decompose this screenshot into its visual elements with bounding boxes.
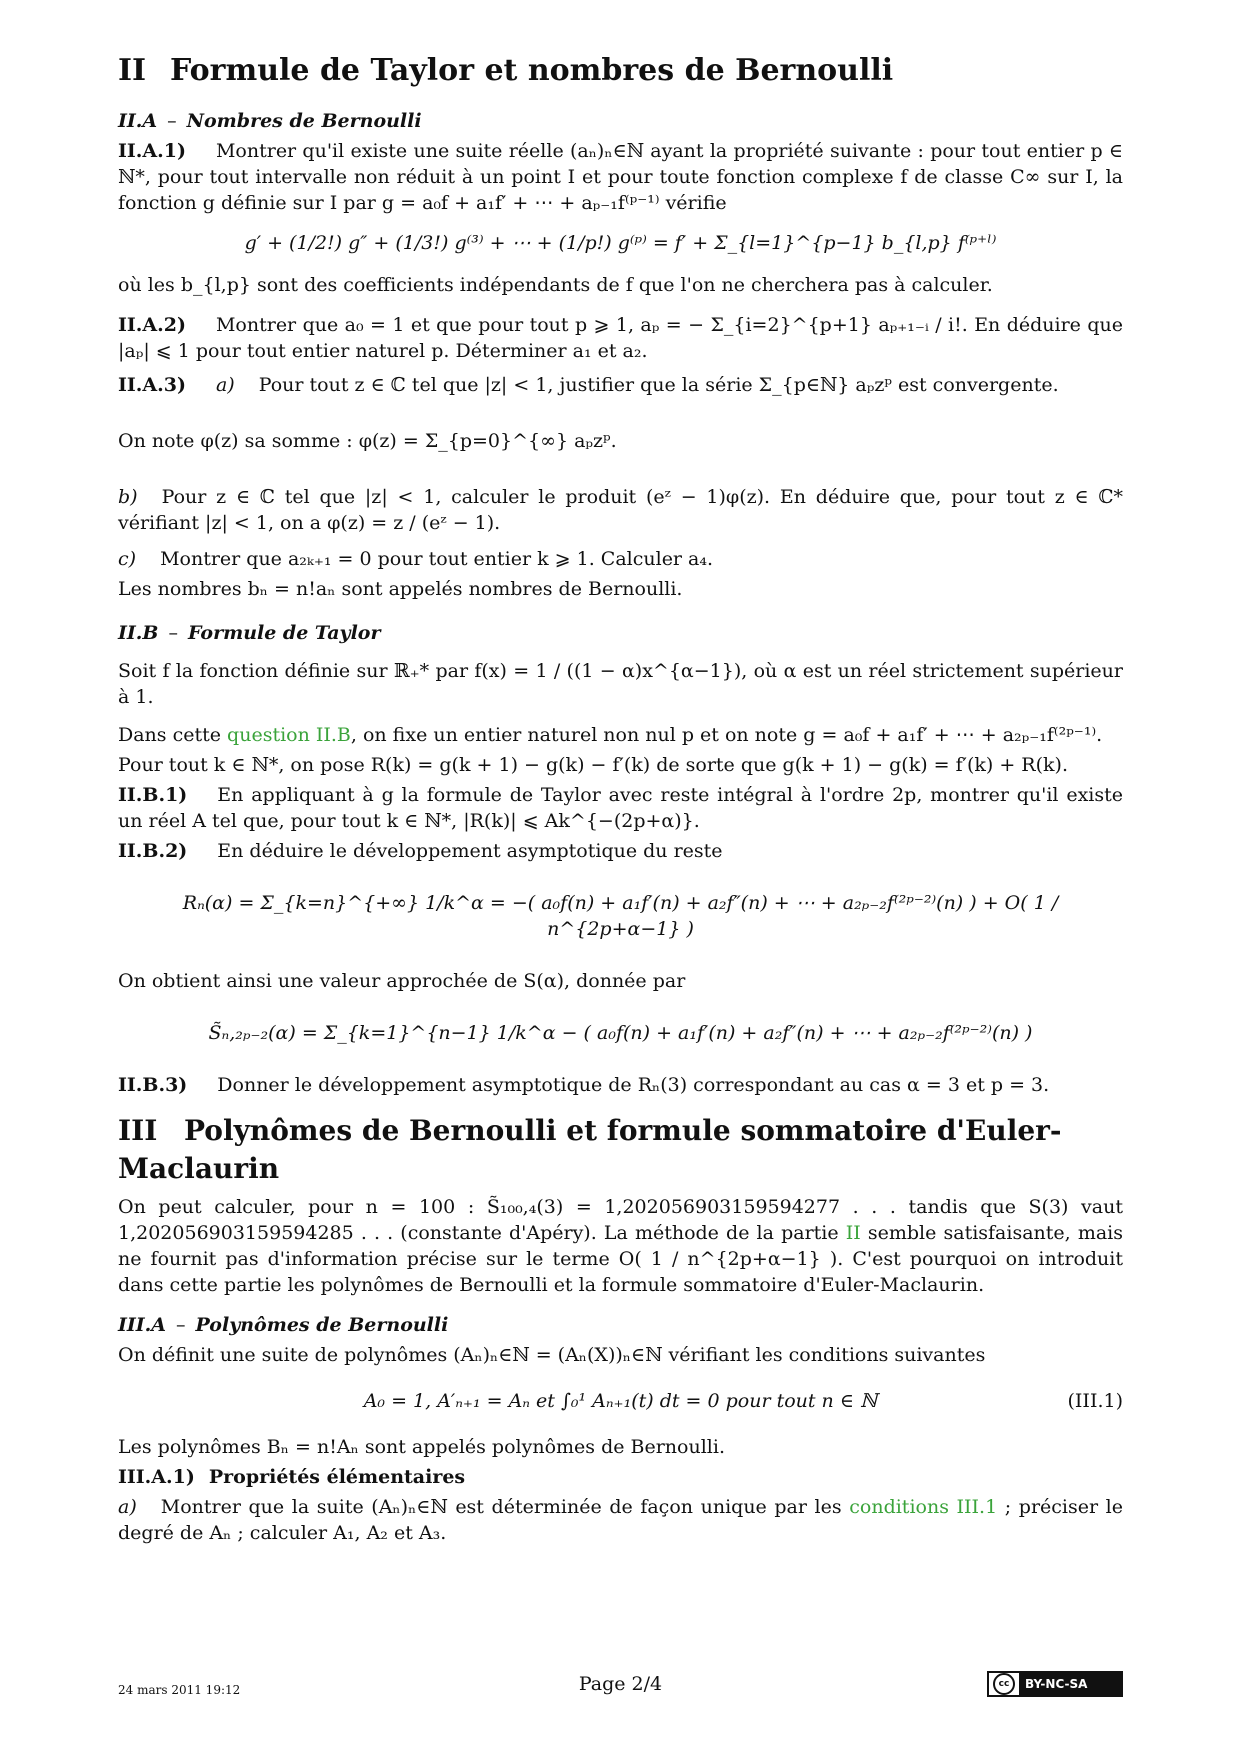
footer-date: 24 mars 2011 19:12 — [118, 1683, 241, 1697]
section-heading-iii: III Polynômes de Bernoulli et formule sommatoire d'Euler-Maclaurin — [118, 1114, 1062, 1185]
part-ii-link[interactable]: II — [845, 1222, 861, 1244]
license-text: BY-NC-SA — [1019, 1673, 1121, 1695]
subsection-heading-ii-b: II.B – Formule de Taylor — [118, 622, 381, 644]
question-ii-b-link[interactable]: question II.B — [227, 724, 351, 746]
section-heading-ii: II Formule de Taylor et nombres de Bernoulli — [118, 53, 894, 88]
equation-rn-alpha: Rₙ(α) = Σ_{k=n}^{+∞} 1/k^α = −( a₀f(n) + a₁f′(n) + a₂f″(n) + ⋯ + a₂ₚ₋₂f⁽²ᵖ⁻²⁾(n) ) + O( 1 / n^{2p+α−1} ) — [182, 892, 1059, 940]
paragraph-phi-def: On note φ(z) sa somme : φ(z) = Σ_{p=0}^{∞} aₚzᵖ. — [118, 430, 617, 452]
page-number: Page 2/4 — [578, 1673, 663, 1695]
creative-commons-icon: cc — [993, 1673, 1015, 1695]
paragraph-iii-intro: On peut calculer, pour n = 100 : S̃₁₀₀,₄(3) = 1,202056903159594277 . . . tandis que S(3) vaut 1,202056903159594285 . . . (constante d'Apéry). La méthode de la partie II semble satisfaisante, mais ne fournit pas d'information précise sur le terme O( 1 / n^{2p+α−1} ). C'est pourquoi on introduit dans cette partie les polynômes de Bernoulli et la formule sommatoire d'Euler-Maclaurin. — [118, 1196, 1123, 1296]
question-ii-a-3a: II.A.3) a) Pour tout z ∈ ℂ tel que |z| < 1, justifier que la série Σ_{p∈ℕ} aₚzᵖ est convergente. — [118, 374, 1059, 396]
equation-ii-a-1: g′ + (1/2!) g″ + (1/3!) g⁽³⁾ + ⋯ + (1/p!) g⁽ᵖ⁾ = f′ + Σ_{l=1}^{p−1} b_{l,p} f⁽ᵖ⁺ˡ⁾ — [244, 232, 997, 254]
equation-iii-1: A₀ = 1, A′ₙ₊₁ = Aₙ et ∫₀¹ Aₙ₊₁(t) dt = 0 pour tout n ∈ ℕ (III.1) — [363, 1390, 1123, 1412]
paragraph-g-def: Dans cette question II.B, on fixe un entier naturel non nul p et on note g = a₀f + a₁f′ + ⋯ + a₂ₚ₋₁f⁽²ᵖ⁻¹⁾. — [118, 724, 1103, 746]
paragraph-coefficients: où les b_{l,p} sont des coefficients indépendants de f que l'on ne cherchera pas à calculer. — [118, 274, 993, 296]
page-footer — [118, 1671, 1123, 1701]
paragraph-r-def: Pour tout k ∈ ℕ*, on pose R(k) = g(k + 1) − g(k) − f′(k) de sorte que g(k + 1) − g(k) = f′(k) + R(k). — [118, 754, 1068, 776]
question-ii-a-3b: b) Pour z ∈ ℂ tel que |z| < 1, calculer le produit (eᶻ − 1)φ(z). En déduire que, pour tout z ∈ ℂ* vérifiant |z| < 1, on a φ(z) = z / (eᶻ − 1). — [118, 486, 1123, 534]
equation-number: (III.1) — [1067, 1390, 1123, 1412]
subsection-heading-ii-a: II.A – Nombres de Bernoulli — [118, 110, 422, 132]
paragraph-f-def: Soit f la fonction définie sur ℝ₊* par f(x) = 1 / ((1 − α)x^{α−1}), où α est un réel strictement supérieur à 1. — [118, 660, 1123, 708]
question-ii-b-1: II.B.1) En appliquant à g la formule de Taylor avec reste intégral à l'ordre 2p, montrer qu'il existe un réel A tel que, pour tout k ∈ ℕ*, |R(k)| ⩽ Ak^{−(2p+α)}. — [118, 784, 1123, 832]
conditions-iii-1-link[interactable]: conditions III.1 — [849, 1496, 998, 1518]
question-iii-a-1-heading: III.A.1) Propriétés élémentaires — [118, 1466, 466, 1488]
question-iii-a-1a: a) Montrer que la suite (Aₙ)ₙ∈ℕ est déterminée de façon unique par les conditions III.1 ; préciser le degré de Aₙ ; calculer A₁, A₂ et A₃. — [118, 1496, 1123, 1544]
document-page — [118, 52, 1123, 1550]
paragraph-poly-seq: On définit une suite de polynômes (Aₙ)ₙ∈ℕ = (Aₙ(X))ₙ∈ℕ vérifiant les conditions suivantes — [118, 1344, 986, 1366]
paragraph-bernoulli-numbers: Les nombres bₙ = n!aₙ sont appelés nombres de Bernoulli. — [118, 578, 683, 600]
paragraph-bernoulli-polynomials: Les polynômes Bₙ = n!Aₙ sont appelés polynômes de Bernoulli. — [118, 1436, 725, 1458]
question-ii-b-2: II.B.2) En déduire le développement asymptotique du reste — [118, 840, 723, 862]
question-ii-a-2: II.A.2) Montrer que a₀ = 1 et que pour tout p ⩾ 1, aₚ = − Σ_{i=2}^{p+1} aₚ₊₁₋ᵢ / i!. En déduire que |aₚ| ⩽ 1 pour tout entier naturel p. Déterminer a₁ et a₂. — [118, 314, 1123, 362]
cc-license-badge — [987, 1671, 1123, 1697]
question-ii-b-3: II.B.3) Donner le développement asymptotique de Rₙ(3) correspondant au cas α = 3 et p = 3. — [118, 1074, 1050, 1096]
question-ii-a-3c: c) Montrer que a₂ₖ₊₁ = 0 pour tout entier k ⩾ 1. Calculer a₄. — [118, 548, 714, 570]
question-ii-a-1: II.A.1) Montrer qu'il existe une suite réelle (aₙ)ₙ∈ℕ ayant la propriété suivante : pour tout entier p ∈ ℕ*, pour tout intervalle non réduit à un point I et pour toute fonction complexe f de classe C∞ sur I, la fonction g définie sur I par g = a₀f + a₁f′ + ⋯ + aₚ₋₁f⁽ᵖ⁻¹⁾ vérifie — [118, 140, 1123, 214]
equation-s-tilde: S̃ₙ,₂ₚ₋₂(α) = Σ_{k=1}^{n−1} 1/k^α − ( a₀f(n) + a₁f′(n) + a₂f″(n) + ⋯ + a₂ₚ₋₂f⁽²ᵖ⁻²⁾(n) ) — [208, 1022, 1033, 1044]
paragraph-approx: On obtient ainsi une valeur approchée de S(α), donnée par — [118, 970, 686, 992]
subsection-heading-iii-a: III.A – Polynômes de Bernoulli — [118, 1314, 449, 1336]
